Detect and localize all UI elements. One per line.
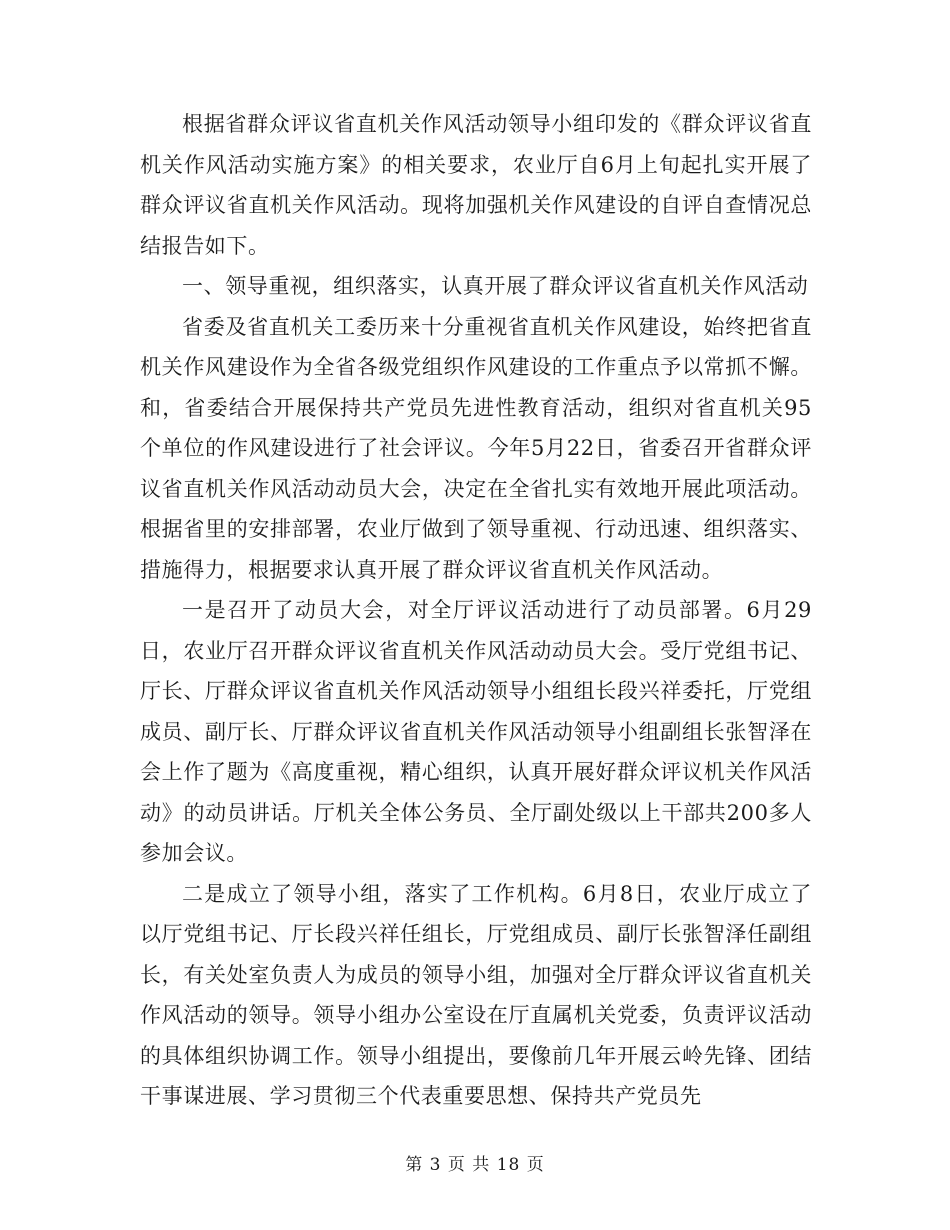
paragraph-intro: 根据省群众评议省直机关作风活动领导小组印发的《群众评议省直机关作风活动实施方案》的相关要求，农业厅自6月上旬起扎实开展了群众评议省直机关作风活动。现将加强机关作风建设的自评自查情况总结报告如下。: [140, 112, 812, 258]
paragraph-background: 省委及省直机关工委历来十分重视省直机关作风建设，始终把省直机关作风建设作为全省各级党组织作风建设的工作重点予以常抓不懈。和，省委结合开展保持共产党员先进性教育活动，组织对省直机关95个单位的作风建设进行了社会评议。今年5月22日，省委召开省群众评议省直机关作风活动动员大会，决定在全省扎实有效地开展此项活动。根据省里的安排部署，农业厅做到了领导重视、行动迅速、组织落实、措施得力，根据要求认真开展了群众评议省直机关作风活动。: [140, 314, 812, 582]
section-heading-1: 一、领导重视，组织落实，认真开展了群众评议省直机关作风活动: [182, 274, 809, 298]
paragraph-mobilization-meeting: 一是召开了动员大会，对全厅评议活动进行了动员部署。6月29日，农业厅召开群众评议省直机关作风活动动员大会。受厅党组书记、厅长、厅群众评议省直机关作风活动领导小组组长段兴祥委托，厅党组成员、副厅长、厅群众评议省直机关作风活动领导小组副组长张智泽在会上作了题为《高度重视，精心组织，认真开展好群众评议机关作风活动》的动员讲话。厅机关全体公务员、全厅副处级以上干部共200多人参加会议。: [140, 598, 812, 865]
paragraph-leading-group: 二是成立了领导小组，落实了工作机构。6月8日，农业厅成立了以厅党组书记、厅长段兴祥任组长，厅党组成员、副厅长张智泽任副组长，有关处室负责人为成员的领导小组，加强对全厅群众评议省直机关作风活动的领导。领导小组办公室设在厅直属机关党委，负责评议活动的具体组织协调工作。领导小组提出，要像前几年开展云岭先锋、团结干事谋进展、学习贯彻三个代表重要思想、保持共产党员先: [140, 881, 812, 1108]
document-body: [140, 104, 812, 1117]
page-number-label: 第 3 页 共 18 页: [405, 1155, 545, 1175]
page-number-footer: [0, 1150, 950, 1175]
